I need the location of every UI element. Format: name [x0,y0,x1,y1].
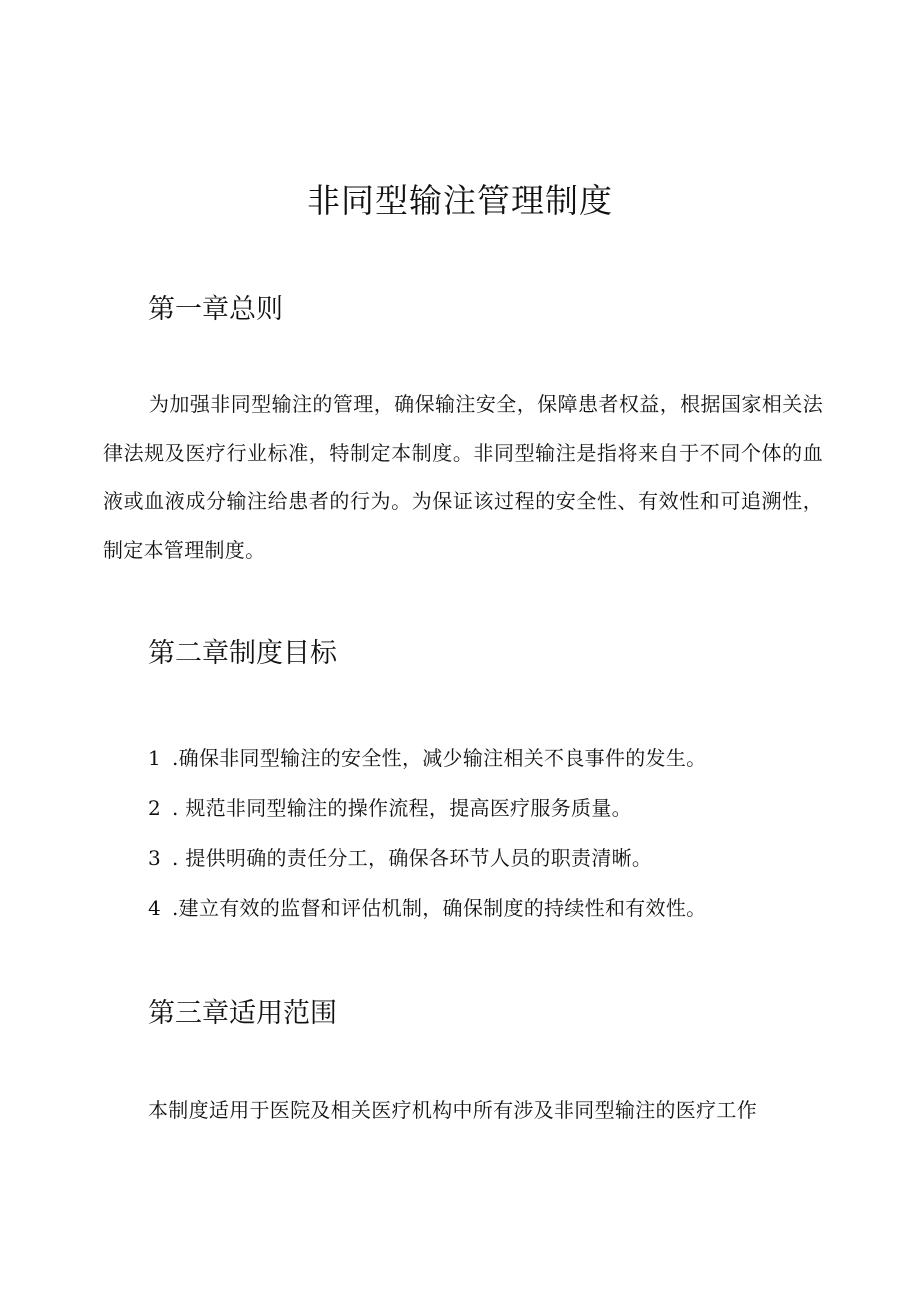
list-item [148,843,652,873]
chapter-3-paragraph: 本制度适用于医院及相关医疗机构中所有涉及非同型输注的医疗工作 [148,1098,757,1122]
list-item [148,893,706,923]
list-item-text: .确保非同型输注的安全性，减少输注相关不良事件的发生。 [172,746,707,770]
list-item-number: 4 [148,896,162,920]
list-item-text: .建立有效的监督和评估机制，确保制度的持续性和有效性。 [172,896,707,920]
list-item-text: . 提供明确的责任分工，确保各环节人员的职责清晰。 [172,846,653,870]
list-item [148,743,706,773]
chapter-heading-3: 第三章适用范围 [148,998,337,1029]
list-item-number: 3 [148,846,162,870]
list-item-text: . 规范非同型输注的操作流程，提高医疗服务质量。 [172,796,632,820]
list-item [148,793,632,823]
chapter-heading-1: 第一章总则 [148,294,283,325]
chapter-heading-2: 第二章制度目标 [148,638,337,669]
list-item-number: 2 [148,796,162,820]
document-title: 非同型输注管理制度 [307,181,613,220]
chapter-1-paragraph: 为加强非同型输注的管理，确保输注安全，保障患者权益，根据国家相关法律法规及医疗行业标准，特制定本制度。非同型输注是指将来自于不同个体的血液或血液成分输注给患者的行为。为保证该过程的安全性、有效性和可追溯性，制定本管理制度。 [103,392,823,562]
list-item-number: 1 [148,746,162,770]
